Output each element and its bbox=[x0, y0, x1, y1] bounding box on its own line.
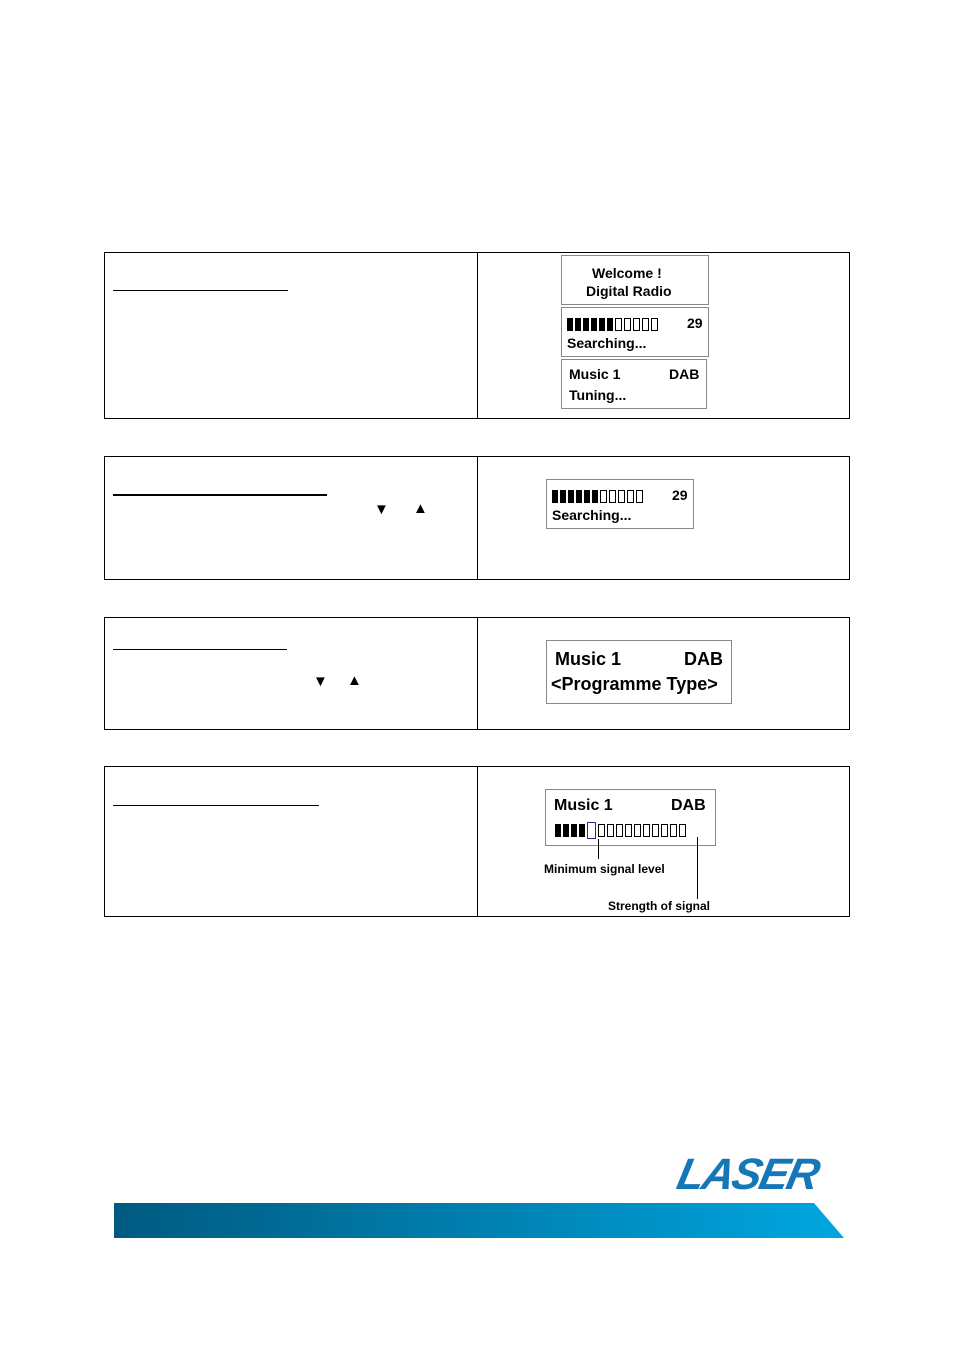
down-arrow-icon: ▼ bbox=[374, 501, 389, 518]
filled-bar-segment bbox=[575, 318, 581, 331]
filled-bar-segment bbox=[567, 318, 573, 331]
lcd-line-2: Tuning... bbox=[569, 387, 627, 403]
empty-bar-segment bbox=[615, 318, 622, 331]
instruction-row-4 bbox=[104, 766, 850, 917]
filled-bar-segment bbox=[552, 490, 558, 503]
empty-bar-segment bbox=[607, 824, 614, 837]
filled-bar-segment bbox=[563, 824, 569, 837]
lcd-searching-screen bbox=[546, 479, 694, 529]
empty-bar-segment bbox=[636, 490, 643, 503]
station-name: Music 1 bbox=[554, 797, 613, 814]
column-divider bbox=[477, 457, 478, 579]
filled-bar-segment bbox=[607, 318, 613, 331]
lcd-signal-strength-screen bbox=[545, 789, 716, 846]
heading-underline bbox=[113, 290, 288, 291]
empty-bar-segment bbox=[651, 318, 658, 331]
empty-bar-segment bbox=[652, 824, 659, 837]
filled-bar-segment bbox=[576, 490, 582, 503]
instruction-row-1 bbox=[104, 252, 850, 419]
min-level-pointer bbox=[598, 839, 599, 859]
filled-bar-segment bbox=[592, 490, 598, 503]
down-arrow-icon: ▼ bbox=[313, 673, 328, 690]
lcd-searching-screen bbox=[561, 307, 709, 357]
band-label: DAB bbox=[684, 649, 723, 669]
empty-bar-segment bbox=[587, 822, 596, 839]
empty-bar-segment bbox=[609, 490, 616, 503]
station-name: Music 1 bbox=[555, 649, 622, 669]
strength-pointer bbox=[697, 837, 698, 899]
up-arrow-icon: ▲ bbox=[413, 500, 428, 517]
heading-underline bbox=[113, 649, 287, 650]
signal-strength-label: Strength of signal bbox=[608, 899, 710, 913]
band-label: DAB bbox=[671, 797, 706, 814]
up-arrow-icon: ▲ bbox=[347, 672, 362, 689]
filled-bar-segment bbox=[560, 490, 566, 503]
footer-gradient-bar bbox=[114, 1203, 844, 1238]
instruction-row-2 bbox=[104, 456, 850, 580]
empty-bar-segment bbox=[633, 318, 640, 331]
lcd-line-2: Digital Radio bbox=[586, 283, 672, 299]
column-divider bbox=[477, 618, 478, 729]
column-divider bbox=[477, 253, 478, 418]
lcd-line-1: Welcome ! bbox=[592, 265, 662, 281]
empty-bar-segment bbox=[642, 318, 649, 331]
filled-bar-segment bbox=[579, 824, 585, 837]
lcd-line-2: Searching... bbox=[567, 335, 647, 351]
lcd-programme-type-screen bbox=[546, 640, 732, 704]
lcd-welcome-screen bbox=[561, 255, 709, 305]
signal-bars bbox=[552, 486, 645, 505]
station-name: Music 1 bbox=[569, 366, 621, 382]
empty-bar-segment bbox=[634, 824, 641, 837]
empty-bar-segment bbox=[618, 490, 625, 503]
programme-type: <Programme Type> bbox=[551, 674, 718, 694]
min-signal-label: Minimum signal level bbox=[544, 862, 665, 876]
heading-underline bbox=[113, 494, 327, 496]
empty-bar-segment bbox=[624, 318, 631, 331]
heading-underline bbox=[113, 805, 319, 806]
band-label: DAB bbox=[669, 366, 700, 382]
signal-strength-bars bbox=[555, 820, 688, 839]
empty-bar-segment bbox=[625, 824, 632, 837]
empty-bar-segment bbox=[598, 824, 605, 837]
empty-bar-segment bbox=[616, 824, 623, 837]
empty-bar-segment bbox=[643, 824, 650, 837]
filled-bar-segment bbox=[571, 824, 577, 837]
station-count: 29 bbox=[687, 315, 703, 331]
lcd-tuning-screen bbox=[561, 359, 707, 409]
filled-bar-segment bbox=[591, 318, 597, 331]
signal-bars bbox=[567, 314, 660, 333]
filled-bar-segment bbox=[555, 824, 561, 837]
column-divider bbox=[477, 767, 478, 916]
empty-bar-segment bbox=[679, 824, 686, 837]
empty-bar-segment bbox=[661, 824, 668, 837]
filled-bar-segment bbox=[583, 318, 589, 331]
empty-bar-segment bbox=[670, 824, 677, 837]
instruction-row-3 bbox=[104, 617, 850, 730]
filled-bar-segment bbox=[568, 490, 574, 503]
empty-bar-segment bbox=[627, 490, 634, 503]
lcd-line-2: Searching... bbox=[552, 507, 632, 523]
station-count: 29 bbox=[672, 487, 688, 503]
laser-logo: LASER bbox=[672, 1150, 823, 1199]
filled-bar-segment bbox=[599, 318, 605, 331]
filled-bar-segment bbox=[584, 490, 590, 503]
empty-bar-segment bbox=[600, 490, 607, 503]
